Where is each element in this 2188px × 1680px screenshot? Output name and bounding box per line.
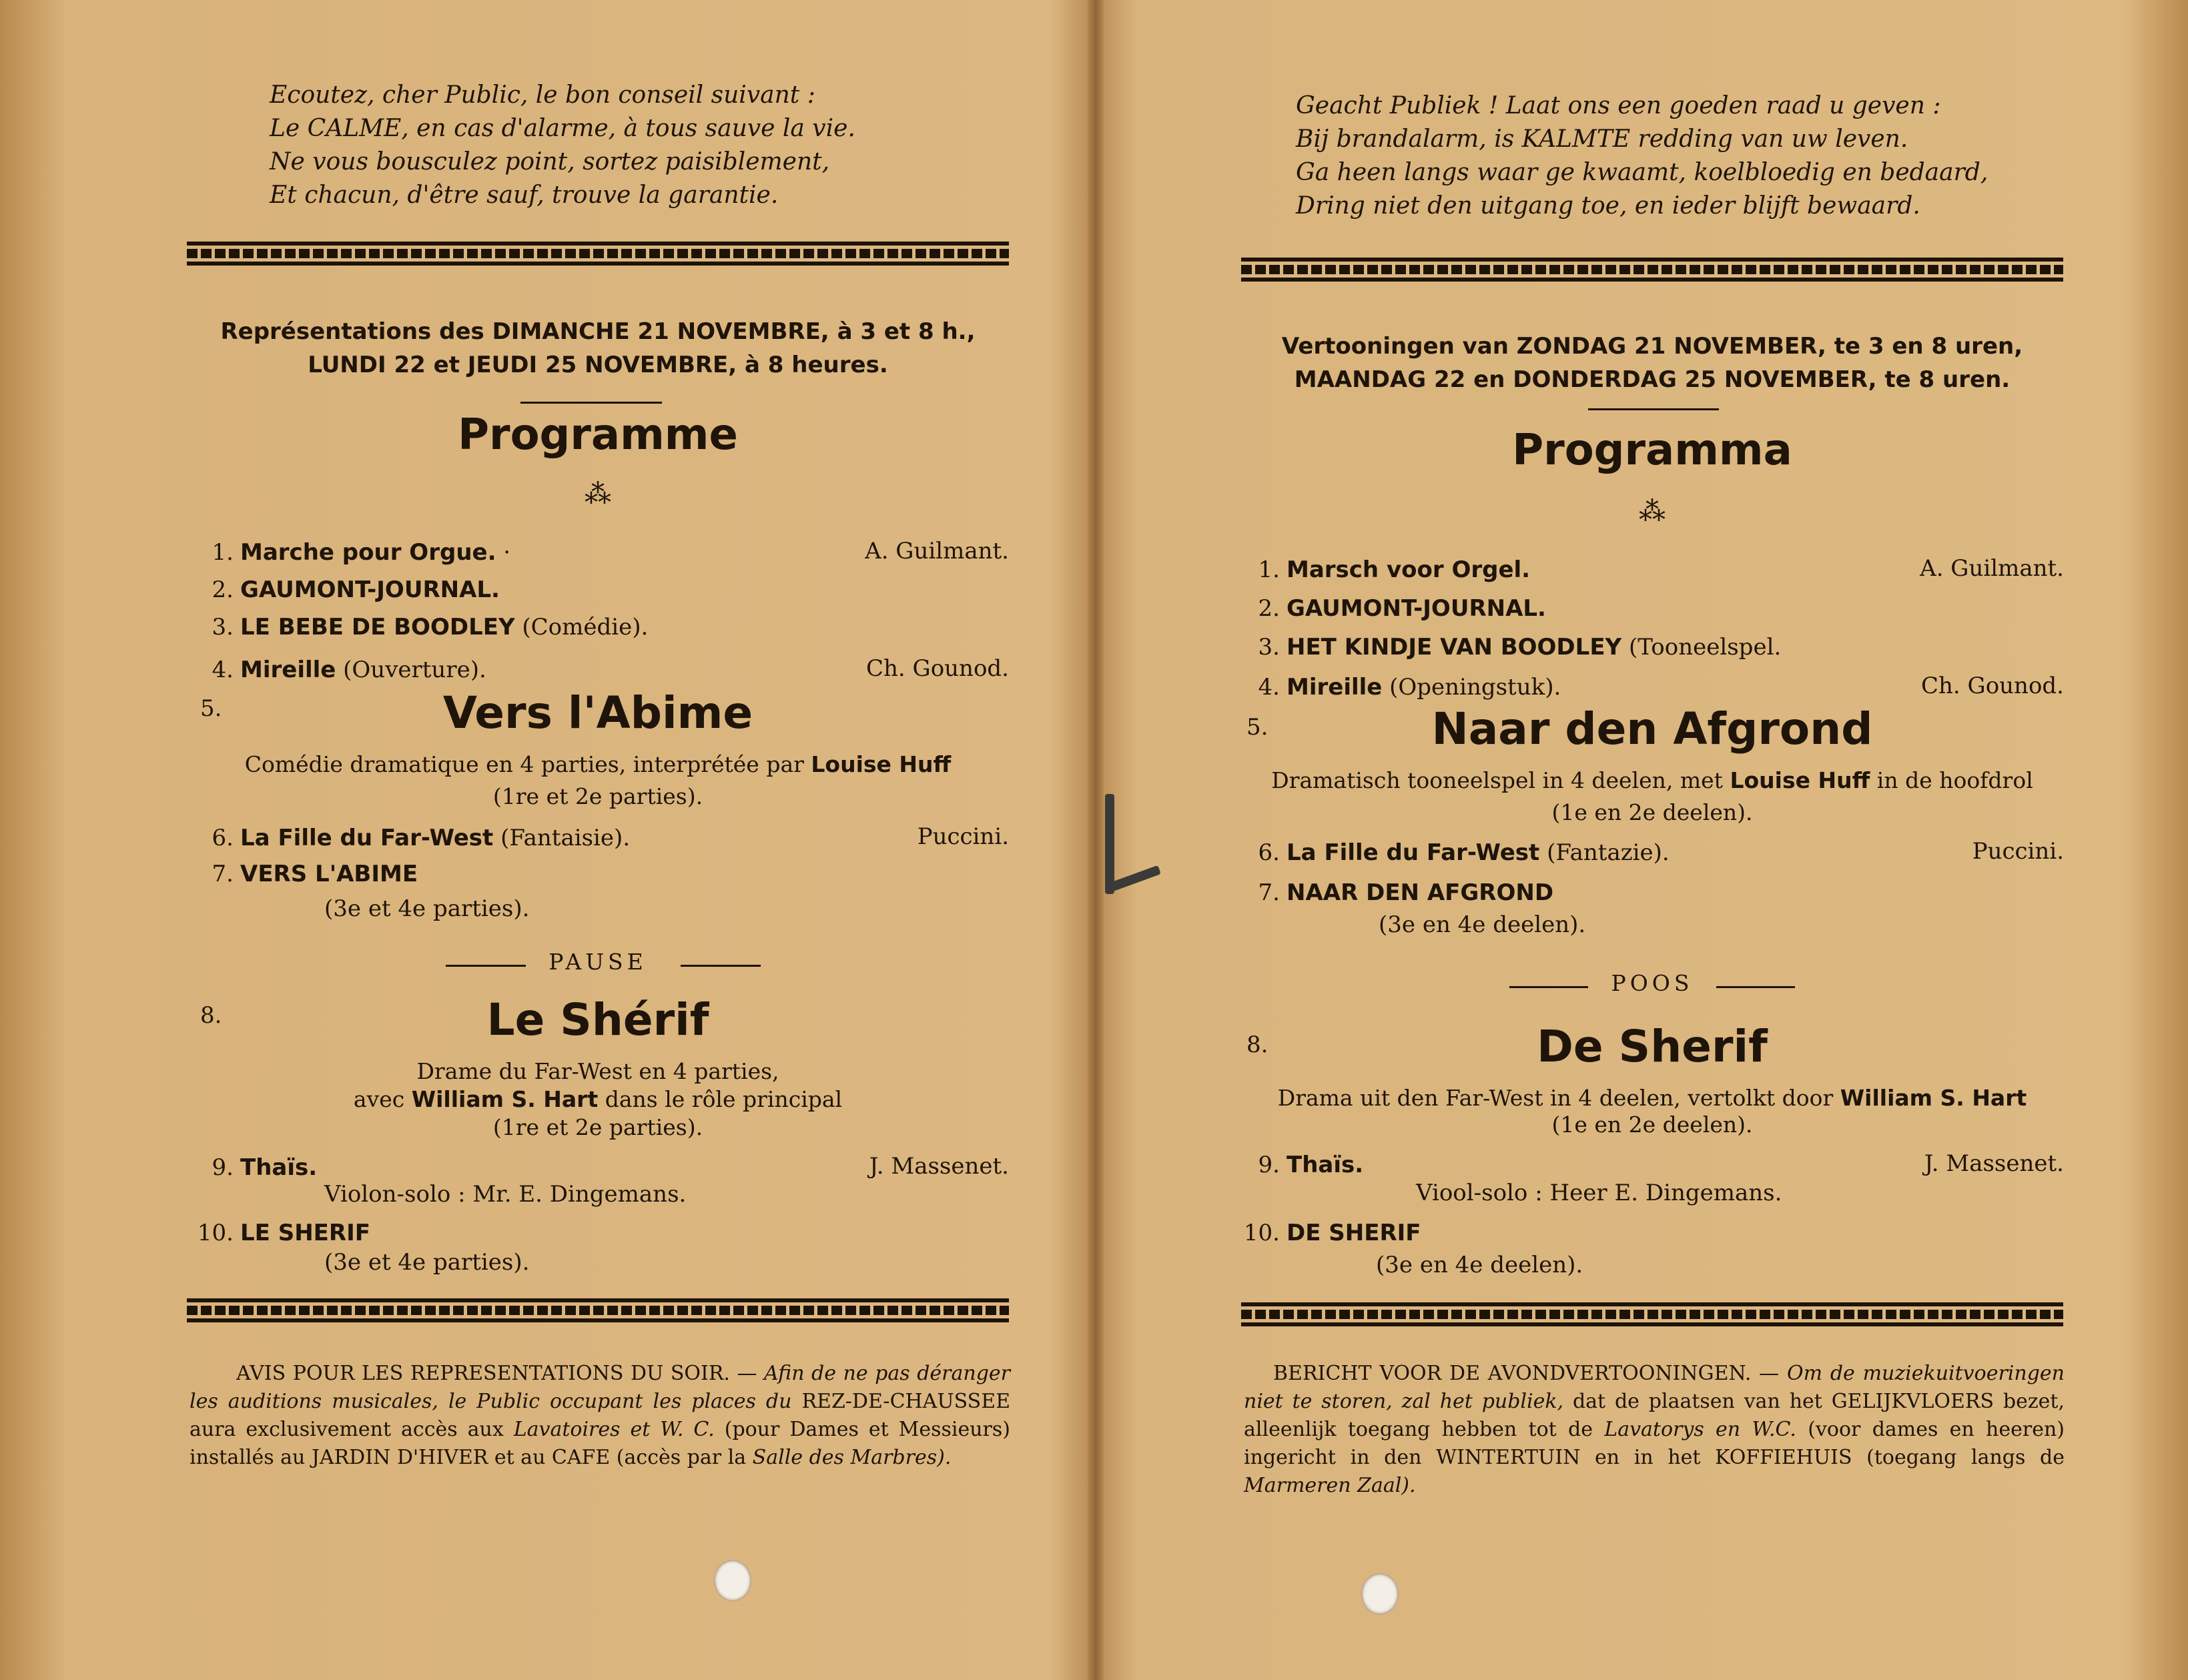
pause-label: POOS [1611,970,1694,996]
composer: Ch. Gounod. [1921,673,2064,699]
film-parts: (1e en 2e deelen). [1551,799,1753,825]
poem-line: Dring niet den uitgang toe, en ieder blijft bewaard. [1296,192,1920,220]
film-description: Comédie dramatique en 4 parties, interprétée par Louise Huff [244,751,952,777]
pause-rule [1716,986,1795,988]
poem-line: Ne vous bousculez point, sortez paisiblement, [270,148,830,175]
film-description: Dramatisch tooneelspel in 4 deelen, met Louise Huff in de hoofdrol [1271,767,2033,793]
item-number: 8. [1246,1031,1268,1058]
film-title: De Sherif [1537,1021,1768,1072]
soloist: Violon-solo : Mr. E. Dingemans. [324,1181,687,1208]
program-item: 4. Mireille (Ouverture). [212,657,486,683]
film-parts: (3e et 4e parties). [324,1249,530,1276]
item-number: 5. [1246,714,1268,741]
composer: Ch. Gounod. [866,655,1009,682]
program-item: 6. La Fille du Far-West (Fantaisie). [212,825,631,851]
program-item: 6. La Fille du Far-West (Fantazie). [1258,839,1670,866]
short-divider [520,402,662,404]
program-item: 9. Thaïs. [1258,1152,1364,1178]
program-item: 7. VERS L'ABIME [212,861,418,887]
film-parts: (3e en 4e deelen). [1376,1252,1583,1278]
decorative-rule [187,1298,1009,1322]
program-item: 9. Thaïs. [212,1154,318,1181]
film-parts: (1e en 2e deelen). [1551,1112,1753,1138]
evening-notice: BERICHT VOOR DE AVONDVERTOONINGEN. — Om de muziekuitvoeringen niet te storen, zal het publiek, dat de plaatsen van het GELIJKVLOERS bezet, alleenlijk toegang hebben tot de Lavatorys en W.C. (voor dames en heeren) ingericht in den WINTERTUIN en in het KOFFIEHUIS (toegang langs de Marmeren Zaal). [1244,1362,2065,1497]
composer: A. Guilmant. [1920,555,2064,582]
program-item: 2. GAUMONT-JOURNAL. [212,576,500,603]
program-item: 1. Marche pour Orgue. · [212,539,511,566]
composer: A. Guilmant. [865,538,1009,564]
dates-line: Représentations des DIMANCHE 21 NOVEMBRE, à 3 et 8 h., [220,318,976,345]
poem-line: Ga heen langs waar ge kwaamt, koelbloedig en bedaard, [1296,159,1988,186]
ornament-icon: ⁂ [585,479,611,510]
program-item: 3. LE BEBE DE BOODLEY (Comédie). [212,614,649,641]
poem-line: Et chacun, d'être sauf, trouve la garantie. [270,181,779,209]
soloist: Viool-solo : Heer E. Dingemans. [1416,1180,1782,1206]
poem-line: Bij brandalarm, is KALMTE redding van uw leven. [1296,125,1908,153]
film-parts: (3e en 4e deelen). [1379,911,1586,938]
program-item: 7. NAAR DEN AFGROND [1258,879,1554,906]
film-parts: (1re et 2e parties). [492,1114,703,1140]
program-item: 10. DE SHERIF [1243,1220,1421,1246]
dates-line: Vertooningen van ZONDAG 21 NOVEMBER, te 3 en 8 uren, [1281,333,2023,360]
film-description: Drame du Far-West en 4 parties, [416,1058,779,1084]
pause-label: PAUSE [549,949,647,975]
film-description: avec William S. Hart dans le rôle principal [353,1086,843,1112]
program-item: 2. GAUMONT-JOURNAL. [1258,595,1546,622]
item-number: 5. [200,695,222,722]
film-title: Vers l'Abime [442,687,753,739]
right-page-dutch [1096,0,2188,1680]
composer: J. Massenet. [869,1153,1009,1180]
program-title: Programme [458,410,738,460]
poem-line: Ecoutez, cher Public, le bon conseil suivant : [270,81,815,109]
dates-line: MAANDAG 22 en DONDERDAG 25 NOVEMBER, te 8 uren. [1294,366,2011,393]
film-parts: (3e et 4e parties). [324,895,530,922]
ornament-icon: ⁂ [1639,496,1666,527]
decorative-rule [1241,1302,2063,1326]
poem-line: Le CALME, en cas d'alarme, à tous sauve la vie. [270,115,855,142]
poem-line: Geacht Publiek ! Laat ons een goeden raad u geven : [1296,92,1941,119]
item-number: 8. [200,1002,222,1029]
film-parts: (1re et 2e parties). [492,783,703,809]
film-description: Drama uit den Far-West in 4 deelen, vertolkt door William S. Hart [1277,1085,2027,1111]
film-title: Naar den Afgrond [1431,703,1873,755]
program-title: Programma [1512,426,1792,475]
program-item: 1. Marsch voor Orgel. [1258,556,1531,583]
dates-line: LUNDI 22 et JEUDI 25 NOVEMBRE, à 8 heures. [308,352,888,378]
decorative-rule [1241,258,2063,282]
program-item: 3. HET KINDJE VAN BOODLEY (Tooneelspel. [1258,634,1782,661]
composer: Puccini. [917,823,1009,850]
decorative-rule [187,242,1009,266]
pause-rule [681,965,761,967]
film-title: Le Shérif [486,994,709,1045]
short-divider [1588,408,1719,410]
program-item: 10. LE SHERIF [197,1220,370,1246]
safety-poem [1296,89,1988,223]
program-item: 4. Mireille (Openingstuk). [1258,674,1561,701]
evening-notice: AVIS POUR LES REPRESENTATIONS DU SOIR. — Afin de ne pas déranger les auditions musicales, le Public occupant les places du REZ-DE-CHAUSSEE aura exclusivement accès aux Lavatoires et W. C. (pour Dames et Messieurs) installés au JARDIN D'HIVER et au CAFE (accès par la Salle des Marbres). [190,1362,1011,1469]
left-page-french [0,0,1093,1680]
composer: Puccini. [1972,838,2064,865]
composer: J. Massenet. [1924,1150,2064,1177]
safety-poem [270,79,855,212]
